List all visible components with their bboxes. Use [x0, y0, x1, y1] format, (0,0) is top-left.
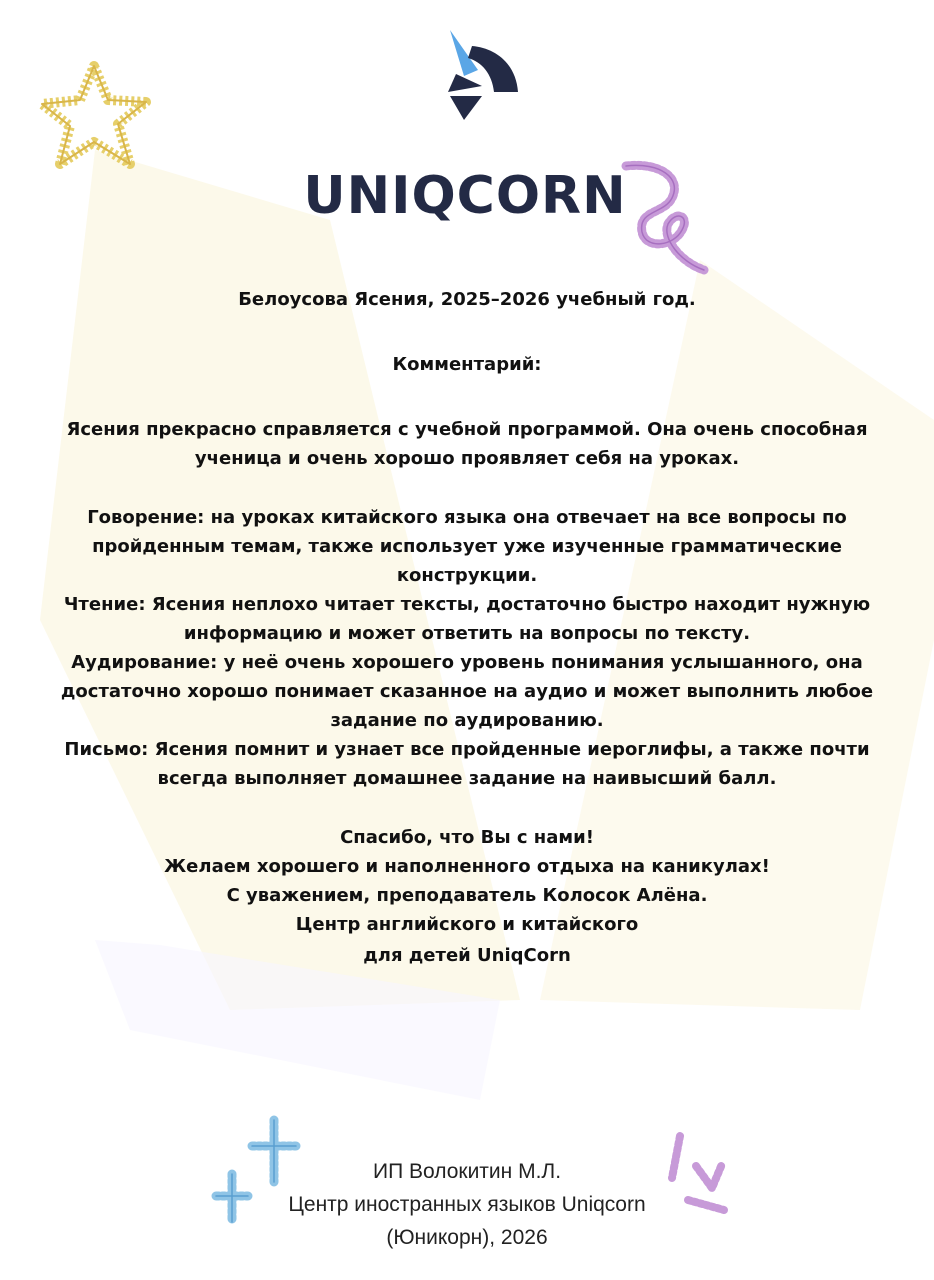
gold-star-icon — [36, 60, 156, 175]
listening-paragraph-line: задание по аудированию. — [330, 710, 604, 731]
speaking-paragraph-line: конструкции. — [396, 565, 538, 586]
footer-entrepreneur: ИП Волокитин М.Л. — [372, 1160, 562, 1183]
wish-line: Желаем хорошего и наполненного отдыха на каникулах! — [164, 856, 770, 877]
footer-year: (Юникорн), 2026 — [386, 1226, 548, 1249]
listening-paragraph-line: Аудирование: у неё очень хорошего уровень понимания услышанного, она — [71, 652, 863, 673]
center-name-line: Центр английского и китайского — [295, 914, 639, 935]
intro-line: Ясения прекрасно справляется с учебной программой. Она очень способная — [66, 419, 868, 440]
letter-heading: Белоусова Ясения, 2025–2026 учебный год. — [238, 289, 696, 310]
writing-paragraph-line: Письмо: Ясения помнит и узнает все пройденные иероглифы, а также почти — [64, 739, 870, 760]
footer-signature — [200, 1155, 734, 1254]
brand-logo — [300, 28, 640, 226]
speaking-paragraph-line: Говорение: на уроках китайского языка она отвечает на все вопросы по — [87, 507, 847, 528]
reading-paragraph-line: Чтение: Ясения неплохо читает тексты, достаточно быстро находит нужную — [63, 594, 871, 615]
center-name-line: для детей UniqCorn — [363, 945, 571, 966]
intro-line: ученица и очень хорошо проявляет себя на уроках. — [194, 448, 740, 469]
thanks-line: Спасибо, что Вы с нами! — [340, 827, 594, 848]
writing-paragraph-line: всегда выполняет домашнее задание на наивысший балл. — [157, 768, 777, 789]
regards-line: С уважением, преподаватель Колосок Алёна. — [226, 885, 708, 906]
letter-body — [40, 285, 894, 970]
unicorn-horn-logo-icon — [420, 28, 520, 123]
comment-label: Комментарий: — [392, 354, 542, 375]
listening-paragraph-line: достаточно хорошо понимает сказанное на аудио и может выполнить любое — [60, 681, 874, 702]
speaking-paragraph-line: пройденным темам, также использует уже изученные грамматические — [92, 536, 842, 557]
footer-center-name: Центр иностранных языков Uniqcorn — [288, 1193, 646, 1216]
reading-paragraph-line: информацию и может ответить на вопросы по тексту. — [183, 623, 751, 644]
brand-wordmark: UNIQCORN — [303, 166, 627, 226]
